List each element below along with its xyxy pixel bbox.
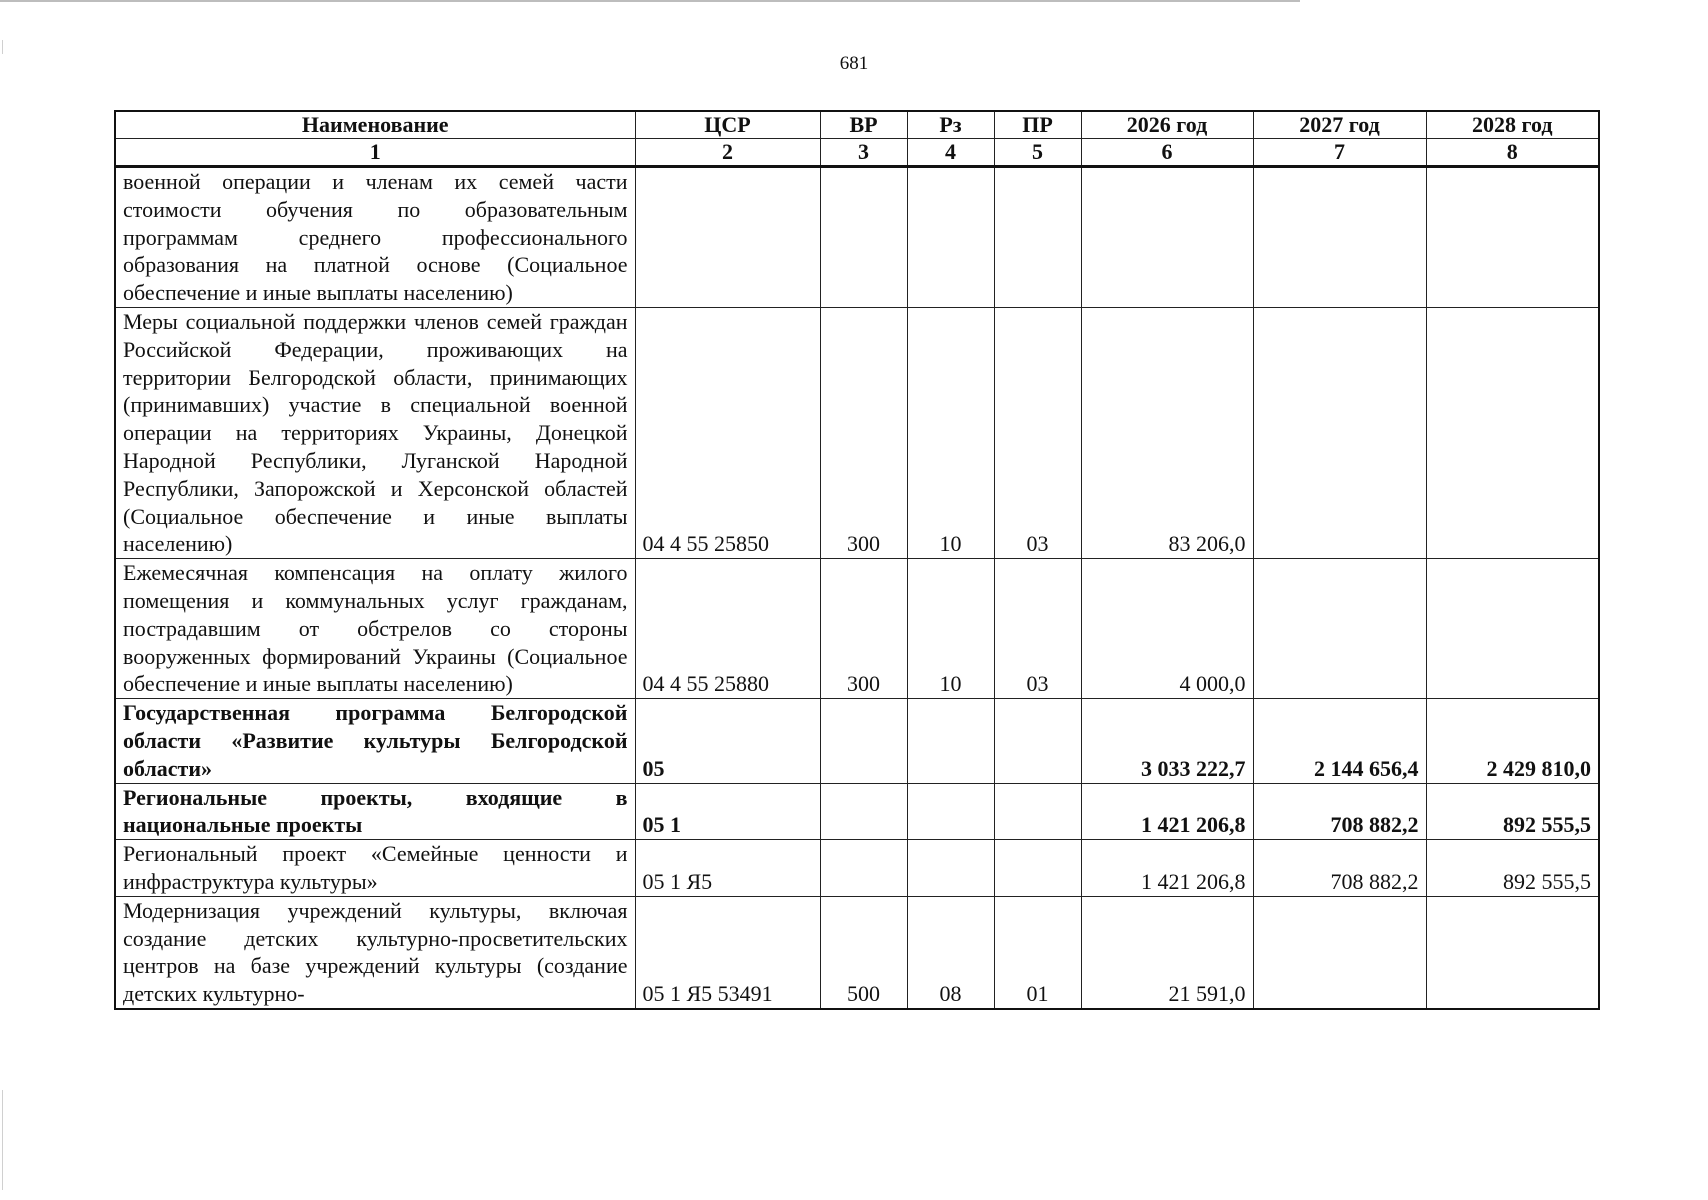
cell-2026: 1 421 206,8	[1081, 783, 1253, 840]
cell-2026: 1 421 206,8	[1081, 840, 1253, 897]
cell-csr: 05	[635, 699, 820, 783]
cell-csr	[635, 167, 820, 308]
table-row	[115, 699, 1599, 783]
column-number: 3	[820, 139, 907, 167]
column-header-pr: ПР	[994, 111, 1081, 139]
column-number: 5	[994, 139, 1081, 167]
budget-table	[114, 110, 1600, 1010]
cell-2027	[1253, 307, 1426, 558]
cell-vr: 500	[820, 896, 907, 1009]
table-row	[115, 307, 1599, 558]
cell-2027	[1253, 167, 1426, 308]
cell-rz: 08	[907, 896, 994, 1009]
cell-vr	[820, 699, 907, 783]
cell-pr	[994, 699, 1081, 783]
column-number: 6	[1081, 139, 1253, 167]
scan-margin-mark	[2, 1090, 3, 1190]
table-row	[115, 559, 1599, 699]
cell-rz: 10	[907, 559, 994, 699]
scan-top-edge-line	[0, 0, 1300, 2]
column-header-2026: 2026 год	[1081, 111, 1253, 139]
column-number: 2	[635, 139, 820, 167]
cell-2027	[1253, 896, 1426, 1009]
cell-csr: 05 1	[635, 783, 820, 840]
cell-pr	[994, 783, 1081, 840]
column-header-vr: ВР	[820, 111, 907, 139]
cell-csr: 05 1 Я5 53491	[635, 896, 820, 1009]
cell-rz: 10	[907, 307, 994, 558]
table-column-number-row	[115, 139, 1599, 167]
cell-name: Государственная программа Белгородской области «Развитие культуры Белгородской области»	[115, 699, 635, 783]
cell-2028	[1426, 559, 1599, 699]
column-header-csr: ЦСР	[635, 111, 820, 139]
cell-name: Меры социальной поддержки членов семей граждан Российской Федерации, проживающих на территории Белгородской области, принимающих (принимавших) участие в специальной военной операции на территориях Украины, Донецкой Народной Республики, Луганской Народной Республики, Запорожской и Херсонской областей (Социальное обеспечение и иные выплаты населению)	[115, 307, 635, 558]
cell-pr: 03	[994, 559, 1081, 699]
scan-margin-mark	[2, 40, 3, 54]
table-row	[115, 896, 1599, 1009]
page-number: 681	[839, 53, 869, 74]
cell-2026: 3 033 222,7	[1081, 699, 1253, 783]
cell-2027	[1253, 559, 1426, 699]
cell-2026	[1081, 167, 1253, 308]
cell-csr: 05 1 Я5	[635, 840, 820, 897]
column-header-2027: 2027 год	[1253, 111, 1426, 139]
cell-rz	[907, 840, 994, 897]
table-row	[115, 840, 1599, 897]
cell-2028	[1426, 307, 1599, 558]
cell-2027: 2 144 656,4	[1253, 699, 1426, 783]
cell-2027: 708 882,2	[1253, 840, 1426, 897]
cell-2028: 892 555,5	[1426, 783, 1599, 840]
cell-2028: 892 555,5	[1426, 840, 1599, 897]
cell-vr	[820, 783, 907, 840]
column-header-rz: Рз	[907, 111, 994, 139]
cell-name: военной операции и членам их семей части стоимости обучения по образовательным программам среднего профессионального образования на платной основе (Социальное обеспечение и иные выплаты населению)	[115, 167, 635, 308]
column-header-name: Наименование	[115, 111, 635, 139]
cell-name: Ежемесячная компенсация на оплату жилого помещения и коммунальных услуг гражданам, пострадавшим от обстрелов со стороны вооруженных формирований Украины (Социальное обеспечение и иные выплаты населению)	[115, 559, 635, 699]
table-row	[115, 783, 1599, 840]
cell-rz	[907, 783, 994, 840]
cell-pr: 01	[994, 896, 1081, 1009]
cell-pr	[994, 840, 1081, 897]
column-number: 7	[1253, 139, 1426, 167]
cell-vr: 300	[820, 559, 907, 699]
table-row	[115, 167, 1599, 308]
column-header-2028: 2028 год	[1426, 111, 1599, 139]
cell-csr: 04 4 55 25850	[635, 307, 820, 558]
column-number: 4	[907, 139, 994, 167]
cell-2026: 4 000,0	[1081, 559, 1253, 699]
cell-vr: 300	[820, 307, 907, 558]
cell-vr	[820, 840, 907, 897]
cell-name: Модернизация учреждений культуры, включая создание детских культурно-просветительских центров на базе учреждений культуры (создание детских культурно-	[115, 896, 635, 1009]
table-header-row	[115, 111, 1599, 139]
cell-csr: 04 4 55 25880	[635, 559, 820, 699]
cell-2026: 21 591,0	[1081, 896, 1253, 1009]
cell-rz	[907, 167, 994, 308]
cell-2027: 708 882,2	[1253, 783, 1426, 840]
cell-rz	[907, 699, 994, 783]
cell-2026: 83 206,0	[1081, 307, 1253, 558]
cell-name: Региональные проекты, входящие в национальные проекты	[115, 783, 635, 840]
cell-2028	[1426, 896, 1599, 1009]
cell-pr: 03	[994, 307, 1081, 558]
cell-vr	[820, 167, 907, 308]
cell-name: Региональный проект «Семейные ценности и инфраструктура культуры»	[115, 840, 635, 897]
cell-pr	[994, 167, 1081, 308]
column-number: 1	[115, 139, 635, 167]
column-number: 8	[1426, 139, 1599, 167]
cell-2028	[1426, 167, 1599, 308]
cell-2028: 2 429 810,0	[1426, 699, 1599, 783]
table-body	[115, 167, 1599, 1009]
